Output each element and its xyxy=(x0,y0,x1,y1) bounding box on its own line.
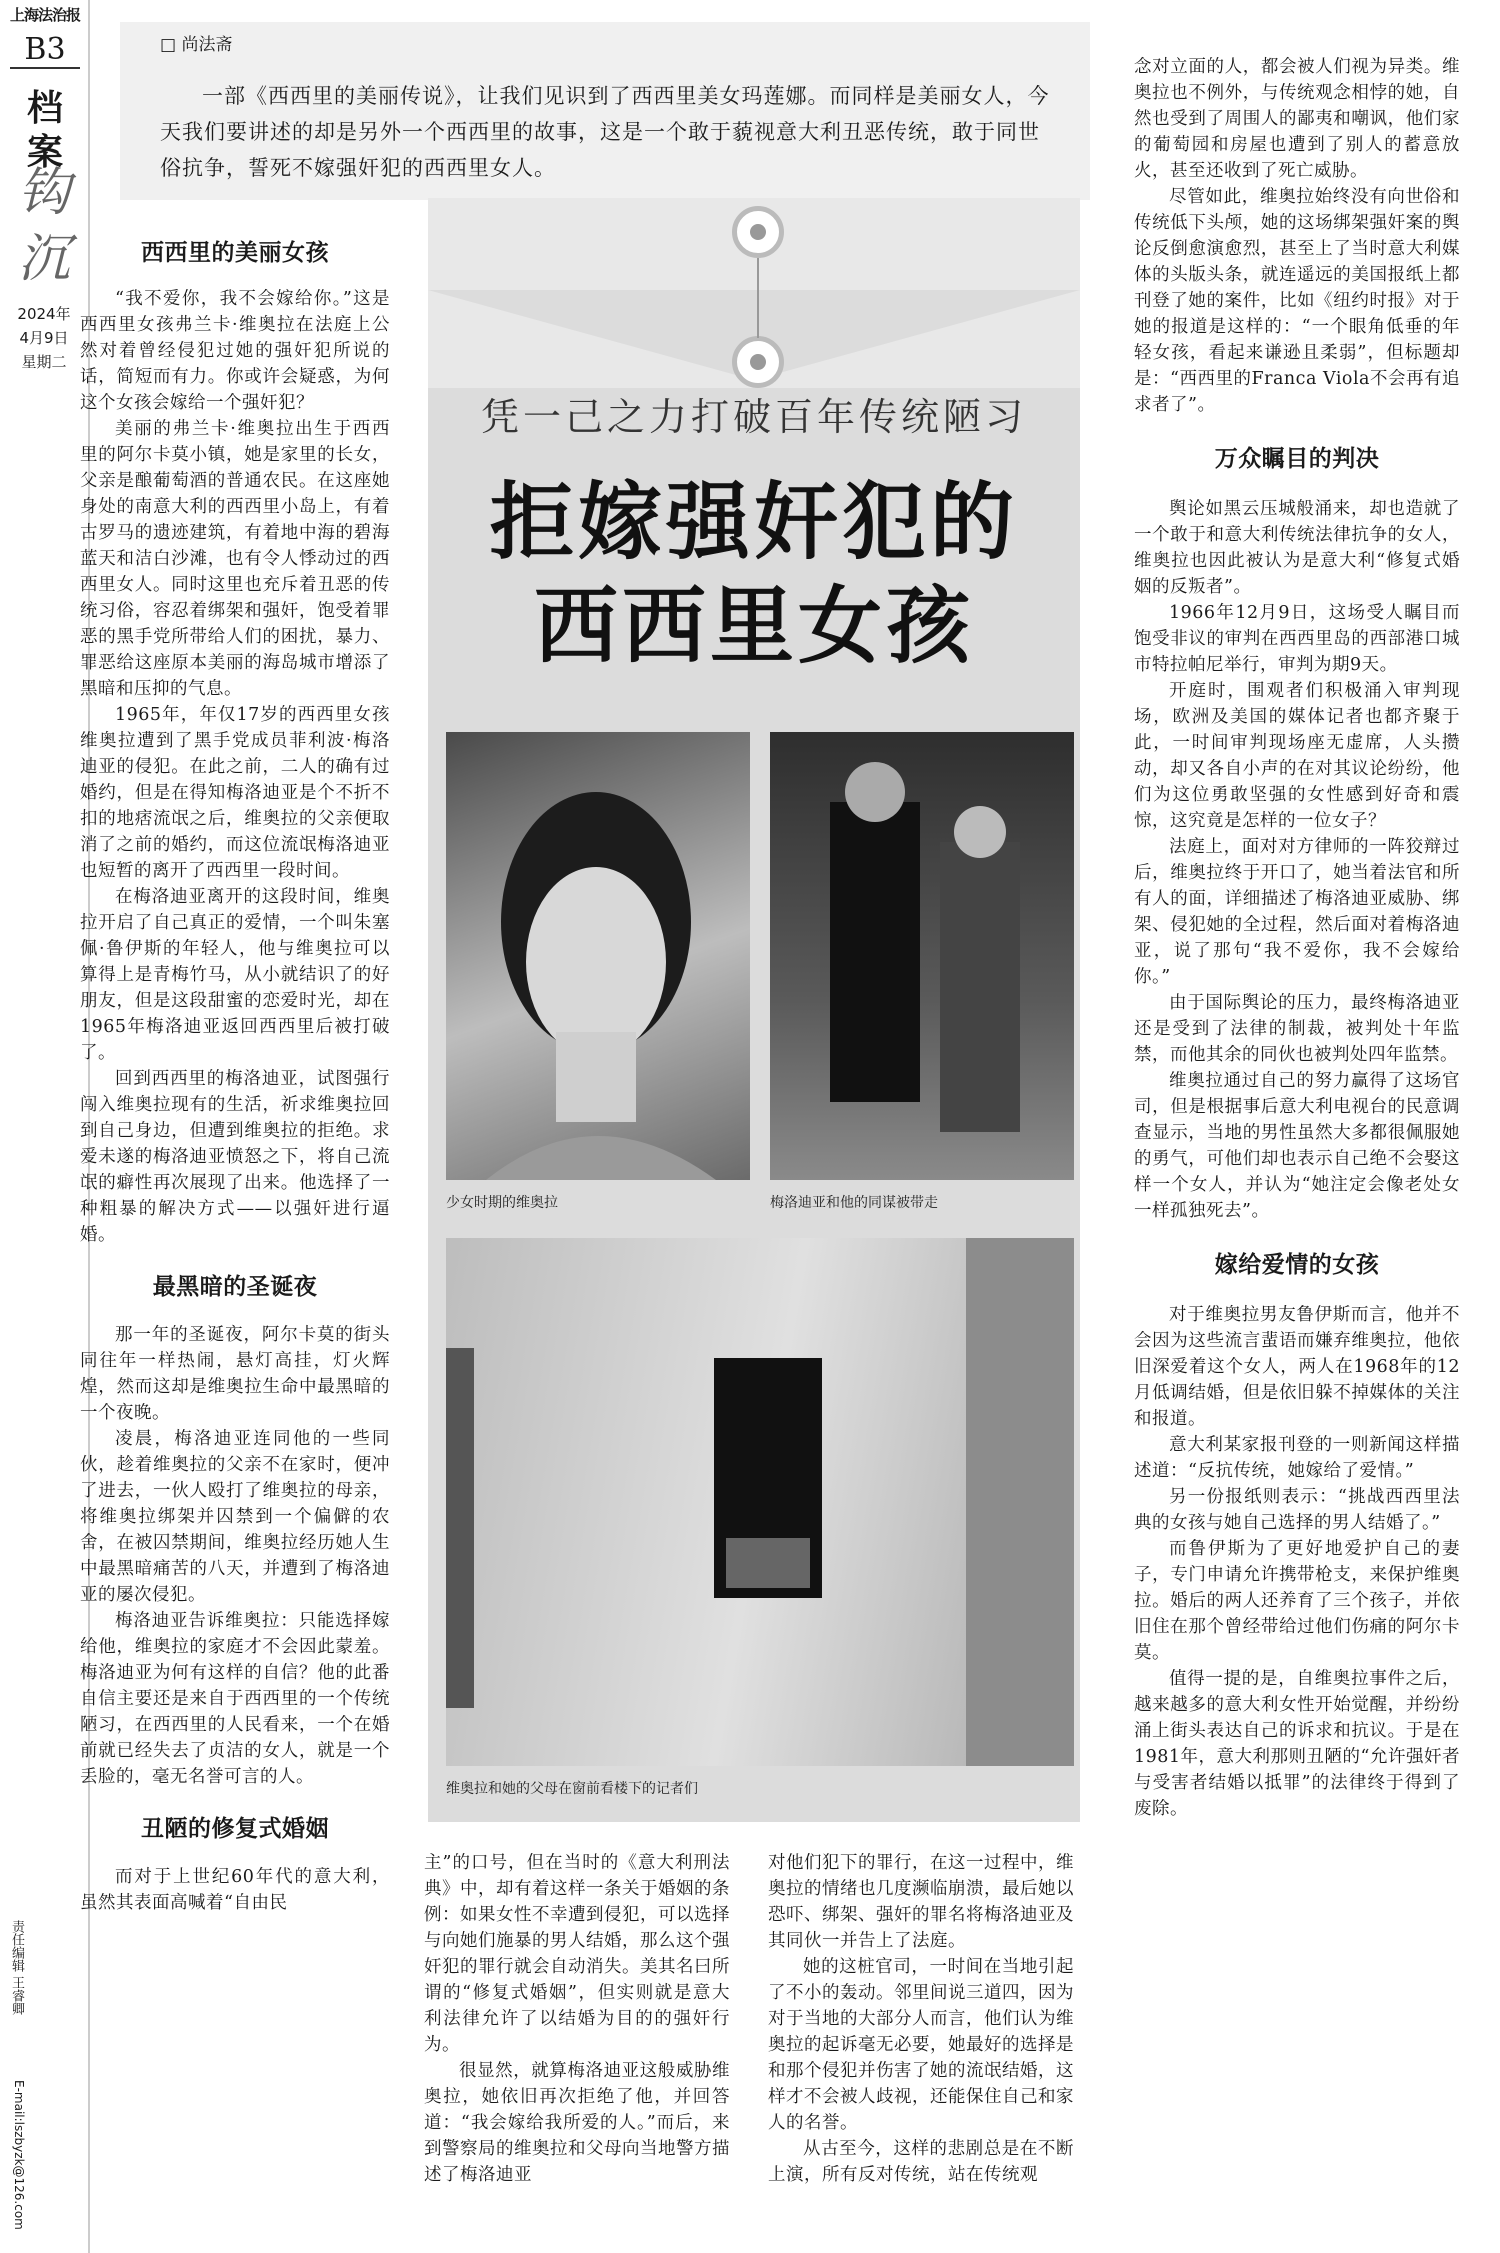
paragraph: 1965年，年仅17岁的西西里女孩维奥拉遭到了黑手党成员菲利波·梅洛迪亚的侵犯。在此之前，二人的确有过婚约，但是在得知梅洛迪亚是个不折不扣的地痞流氓之后，维奥拉的父亲便取消了之前的婚约，而这位流氓梅洛迪亚也短暂的离开了西西里一段时间。 xyxy=(80,705,390,881)
paragraph: 凌晨，梅洛迪亚连同他的一些同伙，趁着维奥拉的父亲不在家时，便冲了进去，一伙人殴打了维奥拉的母亲，将维奥拉绑架并囚禁到一个偏僻的农舍，在被囚禁期间，维奥拉经历她人生中最黑暗痛苦的八天，并遭到了梅洛迪亚的屡次侵犯。 xyxy=(80,1429,390,1605)
column-2 xyxy=(424,1850,730,2188)
envelope-button-top xyxy=(732,206,784,258)
paragraph: “我不爱你，我不会嫁给你。”这是西西里女孩弗兰卡·维奥拉在法庭上公然对着曾经侵犯过她的强奸犯所说的话，简短而有力。你或许会疑惑，为何这个女孩会嫁给一个强奸犯？ xyxy=(80,289,390,413)
column-name-2: 钩沉 xyxy=(17,163,70,289)
paragraph: 她的这桩官司，一时间在当地引起了不小的轰动。邻里间说三道四，因为对于当地的大部分人而言，他们认为维奥拉的起诉毫无必要，她最好的选择是和那个侵犯并伤害了她的流氓结婚，这样才不会被人歧视，还能保住自己和家人的名誉。 xyxy=(768,1957,1074,2133)
paragraph: 主”的口号，但在当时的《意大利刑法典》中，却有着这样一条关于婚姻的条例：如果女性不幸遭到侵犯，可以选择与向她们施暴的男人结婚，那么这个强奸犯的罪行就会自动消失。美其名曰所谓的“修复式婚姻”，但实则就是意大利法律允许了以结婚为目的的强奸行为。 xyxy=(424,1853,730,2055)
page-number: B3 xyxy=(10,32,80,69)
envelope-string xyxy=(757,258,759,338)
headline-line-2: 西西里女孩 xyxy=(533,577,974,675)
masthead-strip xyxy=(0,0,88,2253)
portrait-illustration xyxy=(446,732,750,1180)
paragraph: 舆论如黑云压城般涌来，却也造就了一个敢于和意大利传统法律抗争的女人，维奥拉也因此被认为是意大利“修复式婚姻的反叛者”。 xyxy=(1134,499,1460,597)
subheading-verdict: 万众瞩目的判决 xyxy=(1214,446,1380,472)
caption-young-viola: 少女时期的维奥拉 xyxy=(446,1195,558,1211)
editor-email: E-mail:lszbyzk@126.com xyxy=(12,2080,26,2230)
paragraph: 而鲁伊斯为了更好地爱护自己的妻子，专门申请允许携带枪支，来保护维奥拉。婚后的两人还养育了三个孩子，并依旧住在那个曾经带给过他们伤痛的阿尔卡莫。 xyxy=(1134,1539,1460,1663)
photo-young-viola xyxy=(446,732,750,1180)
paragraph: 意大利某家报刊登的一则新闻这样描述道：“反抗传统，她嫁给了爱情。” xyxy=(1134,1435,1460,1481)
arrest-illustration xyxy=(770,732,1074,1180)
headline-line-1: 拒嫁强奸犯的 xyxy=(489,473,1018,571)
column-3 xyxy=(768,1850,1074,2188)
column-4 xyxy=(1134,54,1460,1822)
newspaper-name: 上海法治报 xyxy=(9,6,80,24)
editor-credit: 责任编辑 王睿卿 xyxy=(9,1920,24,2016)
paragraph: 尽管如此，维奥拉始终没有向世俗和传统低下头颅，她的这场绑架强奸案的舆论反倒愈演愈烈，甚至上了当时意大利媒体的头版头条，就连遥远的美国报纸上都刊登了她的案件，比如《纽约时报》对于她的报道是这样的：“一个眼角低垂的年轻女孩，看起来谦逊且柔弱”，但标题却是：“西西里的Franca Viola不会再有追求者了”。 xyxy=(1134,187,1460,415)
paragraph: 1966年12月9日，这场受人瞩目而饱受非议的审判在西西里岛的西部港口城市特拉帕尼举行，审判为期9天。 xyxy=(1134,603,1460,675)
caption-arrest: 梅洛迪亚和他的同谋被带走 xyxy=(770,1195,938,1211)
paragraph: 梅洛迪亚告诉维奥拉：只能选择嫁给他，维奥拉的家庭才不会因此蒙羞。梅洛迪亚为何有这样的自信？他的此番自信主要还是来自于西西里的一个传统陋习，在西西里的人民看来，一个在婚前就已经失去了贞洁的女人，就是一个丢脸的，毫无名誉可言的人。 xyxy=(80,1611,390,1787)
paragraph: 对于维奥拉男友鲁伊斯而言，他并不会因为这些流言蜚语而嫌弃维奥拉，他依旧深爱着这个女人，两人在1968年的12月低调结婚，但是依旧躲不掉媒体的关注和报道。 xyxy=(1134,1305,1460,1429)
envelope-button-bottom xyxy=(732,336,784,388)
column-name: 档案 xyxy=(26,87,63,173)
paragraph: 美丽的弗兰卡·维奥拉出生于西西里的阿尔卡莫小镇，她是家里的长女，父亲是酿葡萄酒的普通农民。在这座她身处的南意大利的西西里小岛上，有着古罗马的遗迹建筑，有着地中海的碧海蓝天和洁白沙滩，也有令人悸动过的西西里女人。同时这里也充斥着丑恶的传统习俗，容忍着绑架和强奸，饱受着罪恶的黑手党所带给人们的困扰，暴力、罪恶给这座原本美丽的海岛城市增添了黑暗和压抑的气息。 xyxy=(80,419,390,699)
date-year: 2024年 xyxy=(17,305,71,323)
paragraph: 另一份报纸则表示：“挑战西西里法典的女孩与她自己选择的男人结婚了。” xyxy=(1134,1487,1460,1533)
paragraph: 从古至今，这样的悲剧总是在不断上演，所有反对传统，站在传统观 xyxy=(768,2139,1074,2185)
paragraph: 回到西西里的梅洛迪亚，试图强行闯入维奥拉现有的生活，祈求维奥拉回到自己身边，但遭到维奥拉的拒绝。求爱未遂的梅洛迪亚愤怒之下，将自己流氓的癖性再次展现了出来。他选择了一种粗暴的解决方式——以强奸进行逼婚。 xyxy=(80,1069,390,1245)
paragraph: 很显然，就算梅洛迪亚这般威胁维奥拉，她依旧再次拒绝了他，并回答道：“我会嫁给我所爱的人。”而后，来到警察局的维奥拉和父母向当地警方描述了梅洛迪亚 xyxy=(424,2061,730,2185)
subheading-married-love: 嫁给爱情的女孩 xyxy=(1214,1252,1380,1278)
paragraph: 值得一提的是，自维奥拉事件之后，越来越多的意大利女性开始觉醒，并纷纷涌上街头表达自己的诉求和抗议。于是在1981年，意大利那则丑陋的“允许强奸者与受害者结婚以抵罪”的法律终于得到了废除。 xyxy=(1134,1669,1460,1819)
paragraph: 而对于上世纪60年代的意大利，虽然其表面高喊着“自由民 xyxy=(80,1867,390,1913)
paragraph: 念对立面的人，都会被人们视为异类。维奥拉也不例外，与传统观念相悖的她，自然也受到了周围人的鄙夷和嘲讽，他们家的葡萄园和房屋也遭到了别人的蓄意放火，甚至还收到了死亡威胁。 xyxy=(1134,57,1460,181)
issue-date xyxy=(8,302,80,374)
paragraph: 对他们犯下的罪行，在这一过程中，维奥拉的情绪也几度濒临崩溃，最后她以恐吓、绑架、强奸的罪名将梅洛迪亚及其同伙一并告上了法庭。 xyxy=(768,1853,1074,1951)
column-1 xyxy=(80,240,390,1916)
main-headline xyxy=(428,470,1080,678)
photo-melodia-arrested xyxy=(770,732,1074,1180)
subheading-beautiful-girl: 西西里的美丽女孩 xyxy=(141,240,329,266)
subheading-darkest-christmas: 最黑暗的圣诞夜 xyxy=(152,1274,318,1300)
paragraph: 法庭上，面对对方律师的一阵狡辩过后，维奥拉终于开口了，她当着法官和所有人的面，详细描述了梅洛迪亚威胁、绑架、侵犯她的全过程，然后面对着梅洛迪亚，说了那句“我不爱你，我不会嫁给你。” xyxy=(1134,837,1460,987)
intro-text: 一部《西西里的美丽传说》，让我们见识到了西西里美女玛莲娜。而同样是美丽女人，今天我们要讲述的却是另外一个西西里的故事，这是一个敢于藐视意大利丑恶传统，敢于同世俗抗争，誓死不嫁强奸犯的西西里女人。 xyxy=(160,84,1050,180)
subheading-ugly-marriage: 丑陋的修复式婚姻 xyxy=(141,1816,329,1842)
date-weekday: 星期二 xyxy=(21,353,67,371)
paragraph: 开庭时，围观者们积极涌入审判现场，欧洲及美国的媒体记者也都齐聚于此，一时间审判现场座无虚席，人头攒动，却又各自小声的在对其议论纷纷，他们为这位勇敢坚强的女性感到好奇和震惊，这究竟是怎样的一位女子？ xyxy=(1134,681,1460,831)
photo-family-window xyxy=(446,1238,1074,1766)
paragraph: 维奥拉通过自己的努力赢得了这场官司，但是根据事后意大利电视台的民意调查显示，当地的男性虽然大多都很佩服她的勇气，可他们却也表示自己绝不会娶这样一个女人，并认为“她注定会像老处女一样孤独死去”。 xyxy=(1134,1071,1460,1221)
window-illustration xyxy=(446,1238,1074,1766)
caption-window: 维奥拉和她的父母在窗前看楼下的记者们 xyxy=(446,1781,698,1797)
date-month-day: 4月9日 xyxy=(19,329,69,347)
paragraph: 在梅洛迪亚离开的这段时间，维奥拉开启了自己真正的爱情，一个叫朱塞佩·鲁伊斯的年轻人，他与维奥拉可以算得上是青梅竹马，从小就结识了的好朋友，但是这段甜蜜的恋爱时光，却在1965年梅洛迪亚返回西西里后被打破了。 xyxy=(80,887,390,1063)
intro-box xyxy=(120,22,1090,200)
author-byline: □ 尚法斋 xyxy=(160,35,233,55)
paragraph: 由于国际舆论的压力，最终梅洛迪亚还是受到了法律的制裁，被判处十年监禁，而他其余的同伙也被判处四年监禁。 xyxy=(1134,993,1460,1065)
paragraph: 那一年的圣诞夜，阿尔卡莫的街头同往年一样热闹，悬灯高挂，灯火辉煌，然而这却是维奥拉生命中最黑暗的一个夜晚。 xyxy=(80,1325,390,1423)
kicker-headline: 凭一己之力打破百年传统陋习 xyxy=(480,395,1027,439)
